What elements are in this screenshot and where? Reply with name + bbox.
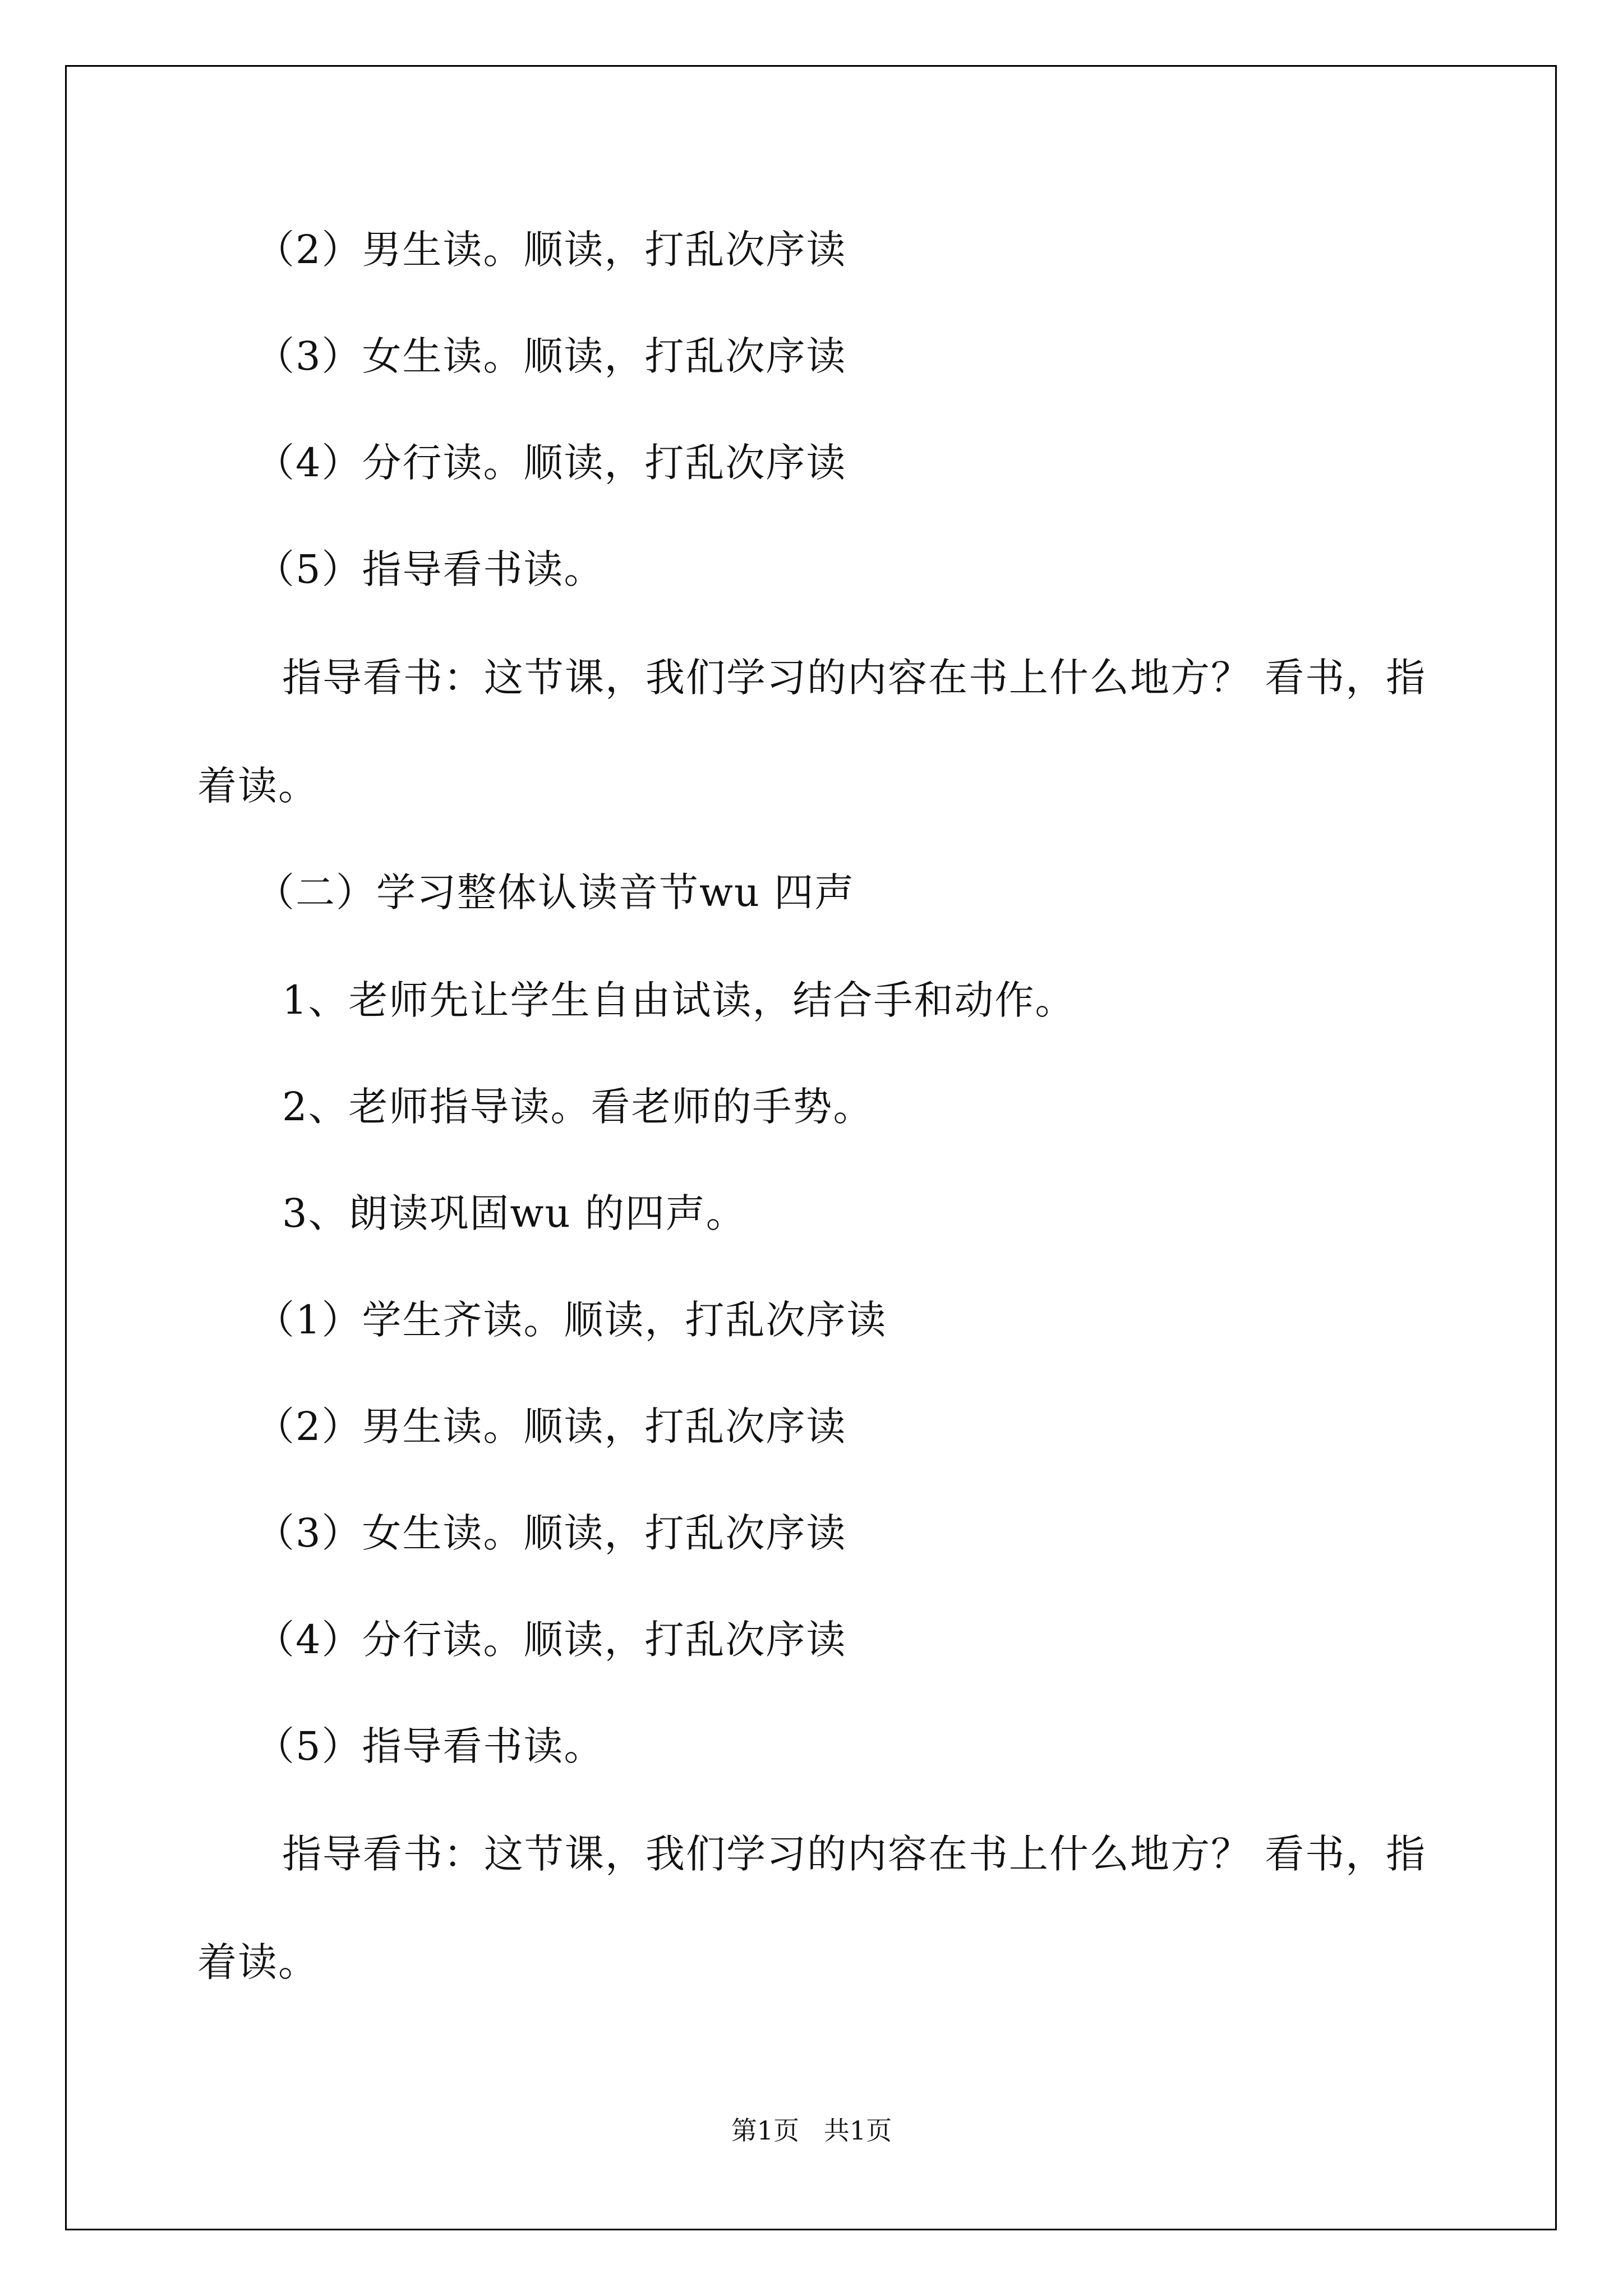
paragraph-line: （4）分行读。顺读，打乱次序读 — [255, 440, 847, 486]
paragraph-line: 指导看书：这节课，我们学习的内容在书上什么地方？ 看书，指 — [282, 655, 1427, 701]
paragraph-line: 1、老师先让学生自由试读，结合手和动作。 — [282, 977, 1076, 1023]
page-number-footer: 第1页 共1页 — [731, 2115, 892, 2146]
paragraph-line: （5）指导看书读。 — [255, 1723, 605, 1769]
paragraph-line: 2、老师指导读。看老师的手势。 — [282, 1084, 874, 1130]
paragraph-line: 指导看书：这节课，我们学习的内容在书上什么地方？ 看书，指 — [282, 1831, 1427, 1877]
paragraph-line: 着读。 — [197, 1939, 319, 1985]
paragraph-line: （1）学生齐读。顺读，打乱次序读 — [255, 1297, 887, 1343]
paragraph-line: （3）女生读。顺读，打乱次序读 — [255, 333, 847, 379]
paragraph-line: （5）指导看书读。 — [255, 546, 605, 592]
paragraph-line: （2）男生读。顺读，打乱次序读 — [255, 1404, 847, 1450]
paragraph-line: （3）女生读。顺读，打乱次序读 — [255, 1510, 847, 1556]
paragraph-line: 着读。 — [197, 763, 319, 809]
paragraph-line: （2）男生读。顺读，打乱次序读 — [255, 227, 847, 273]
page-border — [65, 65, 1557, 2230]
paragraph-line: （4）分行读。顺读，打乱次序读 — [255, 1617, 847, 1663]
section-heading: （二）学习整体认读音节wu 四声 — [255, 869, 855, 915]
paragraph-line: 3、朗读巩固wu 的四声。 — [282, 1190, 746, 1236]
